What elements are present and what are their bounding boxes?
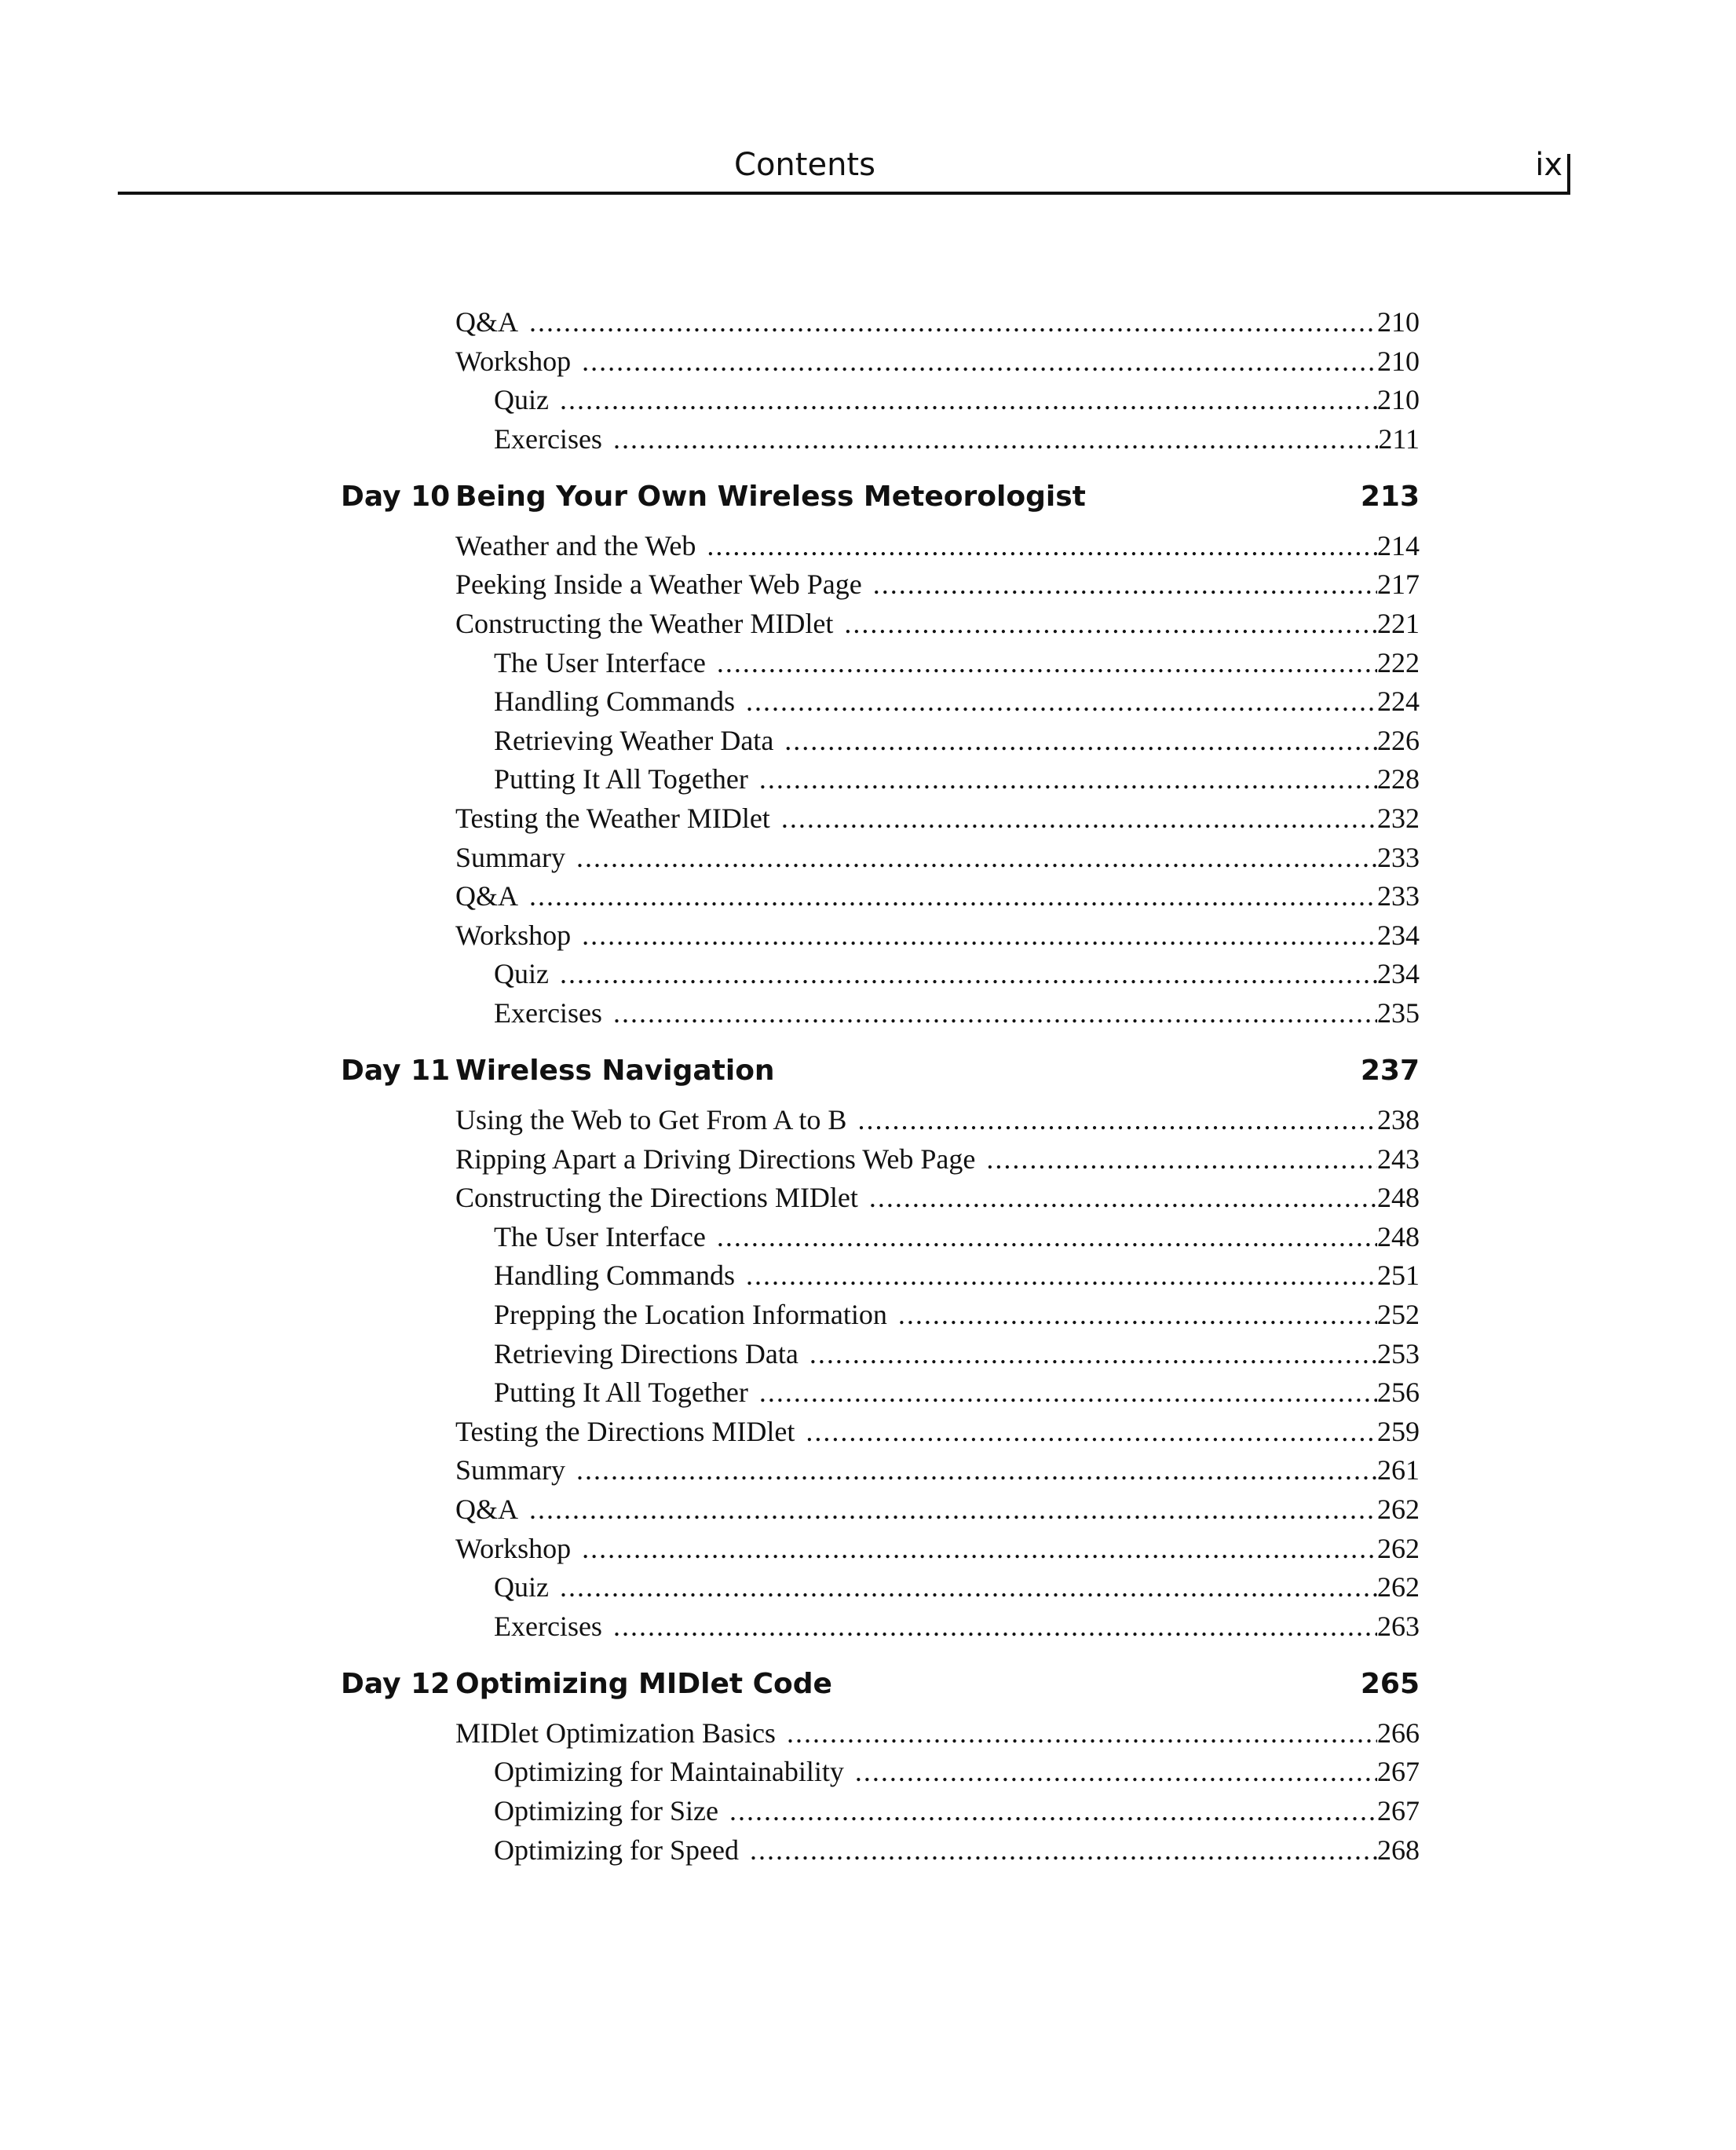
toc-day-label: Day 11 — [341, 1055, 451, 1087]
toc-entry — [494, 644, 1420, 682]
toc-leader-dots — [560, 955, 1377, 993]
toc-entry-page: 243 — [1377, 1143, 1420, 1175]
toc-leader-dots — [844, 605, 1377, 642]
toc-entry-page: 210 — [1377, 306, 1420, 338]
toc-entry-label: Quiz — [494, 958, 549, 990]
toc-entry-label: Putting It All Together — [494, 1377, 748, 1409]
toc-entry-page: 256 — [1377, 1377, 1420, 1409]
toc-entry — [455, 1490, 1420, 1528]
toc-entry-label: Retrieving Directions Data — [494, 1337, 799, 1369]
toc-entry-page: 262 — [1377, 1571, 1420, 1603]
toc-entry-label: Using the Web to Get From A to B — [455, 1104, 847, 1135]
toc-entry-page: 267 — [1377, 1795, 1420, 1826]
toc-entry-label: Exercises — [494, 1610, 602, 1642]
toc-entry-label: Summary — [455, 1454, 565, 1486]
toc-entry-label: Testing the Directions MIDlet — [455, 1415, 795, 1447]
toc-entry — [455, 527, 1420, 565]
toc-leader-dots — [986, 1140, 1377, 1178]
toc-day-title: Being Your Own Wireless Meteorologist — [455, 480, 1086, 513]
toc-leader-dots — [582, 916, 1377, 954]
toc-leader-dots — [806, 1413, 1377, 1450]
toc-leader-dots — [857, 1101, 1377, 1139]
toc-entry-page: 210 — [1377, 384, 1420, 416]
toc-leader-dots — [529, 1490, 1377, 1528]
toc-entry-label: Summary — [455, 841, 565, 873]
toc-entry — [494, 381, 1420, 419]
toc-entry-label: Constructing the Directions MIDlet — [455, 1182, 858, 1214]
toc-entry-label: Optimizing for Speed — [494, 1834, 739, 1866]
toc-entry-label: Workshop — [455, 1532, 572, 1564]
toc-leader-dots — [787, 1714, 1377, 1752]
toc-entry-label: The User Interface — [494, 646, 706, 678]
toc-entry-page: 234 — [1377, 919, 1420, 951]
toc-day-heading — [341, 478, 1420, 516]
toc-entry — [494, 1753, 1420, 1790]
toc-entry-page: 248 — [1377, 1220, 1420, 1252]
toc-day-title: Optimizing MIDlet Code — [455, 1667, 832, 1700]
toc-entry — [494, 682, 1420, 720]
toc-entry — [455, 916, 1420, 954]
toc-day-heading — [341, 1052, 1420, 1090]
toc-leader-dots — [582, 342, 1377, 380]
toc-entry — [455, 342, 1420, 380]
toc-entry — [494, 1607, 1420, 1645]
toc-entry-page: 222 — [1377, 646, 1420, 678]
toc-leader-dots — [784, 722, 1377, 759]
toc-entry-label: Exercises — [494, 422, 602, 455]
header-page-number: ix — [1535, 147, 1562, 183]
toc-entry-label: Prepping the Location Information — [494, 1299, 887, 1330]
toc-leader-dots — [873, 565, 1377, 603]
toc-entry — [455, 877, 1420, 915]
toc-day-page: 213 — [1360, 480, 1420, 513]
toc-entry — [455, 1413, 1420, 1450]
toc-entry — [494, 1568, 1420, 1606]
toc-entry-page: 263 — [1377, 1610, 1420, 1642]
toc-entry-label: Weather and the Web — [455, 529, 696, 561]
toc-leader-dots — [529, 303, 1377, 341]
toc-entry-page: 211 — [1378, 422, 1420, 455]
toc-entry-page: 268 — [1377, 1834, 1420, 1866]
toc-entry-label: Putting It All Together — [494, 763, 748, 795]
toc-entry-page: 233 — [1377, 841, 1420, 873]
toc-entry-label: Workshop — [455, 345, 572, 377]
toc-entry-page: 238 — [1377, 1104, 1420, 1135]
toc-leader-dots — [781, 799, 1377, 837]
toc-entry-label: Workshop — [455, 919, 572, 951]
toc-leader-dots — [746, 682, 1377, 720]
toc-day-label: Day 12 — [341, 1667, 451, 1700]
toc-leader-dots — [746, 1256, 1377, 1294]
toc-leader-dots — [560, 381, 1377, 419]
toc-leader-dots — [613, 420, 1378, 458]
toc-entry — [494, 955, 1420, 993]
toc-leader-dots — [759, 760, 1377, 798]
toc-entry-label: Quiz — [494, 1571, 549, 1603]
toc-entry — [455, 1714, 1420, 1752]
toc-entry-page: 266 — [1377, 1717, 1420, 1749]
toc-leader-dots — [759, 1373, 1377, 1411]
toc-entry-label: Optimizing for Maintainability — [494, 1756, 844, 1788]
toc-entry — [455, 1101, 1420, 1139]
toc-entry-page: 210 — [1377, 345, 1420, 377]
toc-entry — [494, 1792, 1420, 1830]
toc-entry-page: 251 — [1377, 1260, 1420, 1292]
toc-entry-page: 262 — [1377, 1494, 1420, 1525]
toc-entry-label: Quiz — [494, 384, 549, 416]
toc-entry — [455, 1140, 1420, 1178]
toc-entry-page: 253 — [1377, 1337, 1420, 1369]
toc-entry — [455, 839, 1420, 876]
toc-leader-dots — [729, 1792, 1377, 1830]
toc-entry — [455, 565, 1420, 603]
toc-entry-page: 214 — [1377, 529, 1420, 561]
toc-leader-dots — [810, 1335, 1377, 1373]
toc-entry — [494, 994, 1420, 1032]
toc-leader-dots — [717, 644, 1377, 682]
toc-leader-dots — [576, 1451, 1377, 1489]
toc-entry — [455, 303, 1420, 341]
toc-day-label: Day 10 — [341, 480, 451, 513]
toc-entry-page: 217 — [1377, 569, 1420, 601]
toc-leader-dots — [717, 1218, 1377, 1256]
toc-leader-dots — [560, 1568, 1377, 1606]
toc-entry — [494, 1373, 1420, 1411]
toc-entry — [494, 1256, 1420, 1294]
toc-entry — [455, 1179, 1420, 1216]
toc-entry — [494, 1296, 1420, 1333]
toc-entry-label: Optimizing for Size — [494, 1795, 718, 1826]
toc-entry — [494, 1218, 1420, 1256]
toc-entry-page: 228 — [1377, 763, 1420, 795]
toc-entry — [494, 722, 1420, 759]
toc-entry-page: 262 — [1377, 1532, 1420, 1564]
toc-entry-label: MIDlet Optimization Basics — [455, 1717, 776, 1749]
toc-entry-label: Constructing the Weather MIDlet — [455, 608, 834, 639]
toc-entry-page: 233 — [1377, 880, 1420, 912]
toc-leader-dots — [707, 527, 1377, 565]
toc-entry-page: 259 — [1377, 1415, 1420, 1447]
toc-leader-dots — [613, 994, 1377, 1032]
toc-day-page: 237 — [1360, 1055, 1420, 1087]
toc-entry-label: Handling Commands — [494, 686, 735, 718]
toc-entry-page: 226 — [1377, 724, 1420, 756]
toc-entry — [455, 1451, 1420, 1489]
toc-leader-dots — [576, 839, 1377, 876]
toc-entry-page: 232 — [1377, 803, 1420, 834]
header-title: Contents — [734, 147, 875, 183]
toc-entry — [494, 1335, 1420, 1373]
toc-entry-label: Q&A — [455, 1494, 518, 1525]
toc-day-title: Wireless Navigation — [455, 1055, 775, 1087]
toc-entry-page: 267 — [1377, 1756, 1420, 1788]
toc-entry-label: Q&A — [455, 306, 518, 338]
toc-leader-dots — [750, 1831, 1377, 1869]
toc-entry-label: Q&A — [455, 880, 518, 912]
toc-leader-dots — [582, 1530, 1377, 1567]
toc-entry-label: Retrieving Weather Data — [494, 724, 774, 756]
toc-leader-dots — [898, 1296, 1377, 1333]
toc-entry-label: Peeking Inside a Weather Web Page — [455, 569, 862, 601]
toc-entry-label: Exercises — [494, 997, 602, 1029]
toc-entry-label: Testing the Weather MIDlet — [455, 803, 770, 834]
toc-entry-label: Ripping Apart a Driving Directions Web Page — [455, 1143, 976, 1175]
toc-entry — [455, 605, 1420, 642]
toc-entry — [494, 760, 1420, 798]
toc-entry-page: 221 — [1377, 608, 1420, 639]
toc-leader-dots — [613, 1607, 1377, 1645]
toc-entry-page: 248 — [1377, 1182, 1420, 1214]
toc-day-page: 265 — [1360, 1667, 1420, 1700]
toc-entry-page: 224 — [1377, 686, 1420, 718]
toc-day-heading — [341, 1666, 1420, 1703]
toc-entry-label: The User Interface — [494, 1220, 706, 1252]
toc-entry-page: 235 — [1377, 997, 1420, 1029]
toc-entry-page: 252 — [1377, 1299, 1420, 1330]
toc-entry — [455, 799, 1420, 837]
toc-leader-dots — [529, 877, 1377, 915]
toc-entry — [494, 1831, 1420, 1869]
toc-entry-page: 261 — [1377, 1454, 1420, 1486]
toc-entry — [455, 1530, 1420, 1567]
toc-leader-dots — [855, 1753, 1377, 1790]
toc-entry-label: Handling Commands — [494, 1260, 735, 1292]
toc-entry-page: 234 — [1377, 958, 1420, 990]
toc-leader-dots — [869, 1179, 1377, 1216]
toc-entry — [494, 420, 1420, 458]
